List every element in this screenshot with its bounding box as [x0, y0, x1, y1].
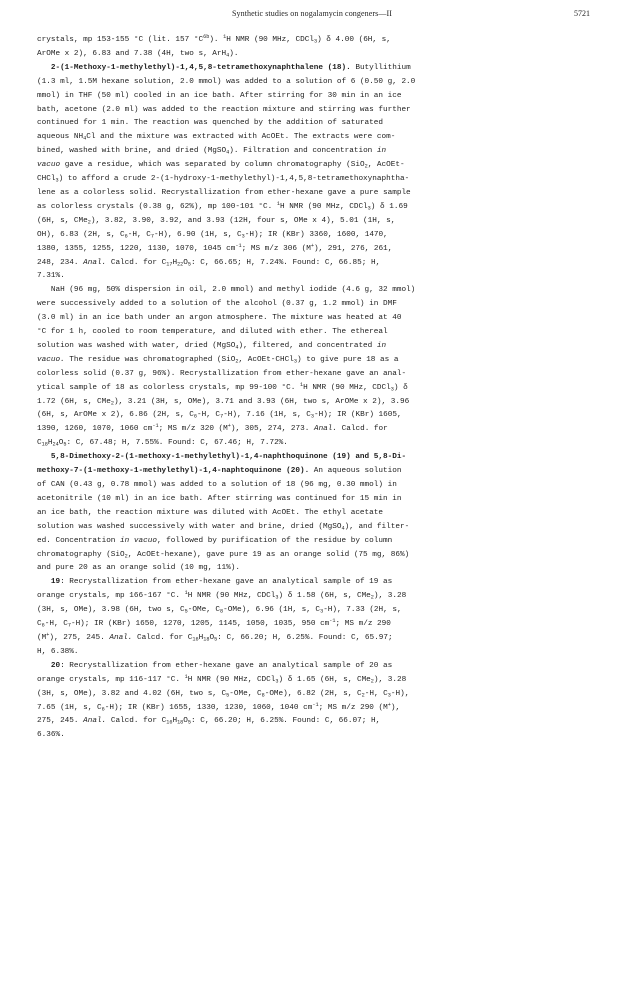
subscript: 2	[110, 400, 114, 407]
text-line	[37, 632, 593, 646]
text-segment: bath, acetone (2.0 ml) was added to the reaction mixture and stirring was further	[37, 105, 411, 114]
text-segment: solution was washed successively with water and brine, dried (MgSO	[37, 522, 342, 531]
text-segment	[37, 662, 51, 670]
superscript: -1	[152, 423, 159, 430]
superscript: -1	[329, 618, 336, 625]
text-segment: -H), 7.16 (1H, s, C	[223, 411, 311, 420]
text-segment: ed. Concentration	[37, 536, 121, 545]
bold-text: 20	[50, 661, 61, 670]
text-line	[37, 702, 593, 716]
text-segment: -OMe, C	[187, 606, 221, 615]
text-segment: 1390, 1260, 1070, 1060 cm	[37, 425, 153, 434]
text-segment: Cl and the mixture was extracted with AcOEt. The extracts were com-	[86, 133, 396, 142]
subscript: 7	[150, 233, 154, 240]
text-segment: (3.0 ml) in an ice bath under an argon atmosphere. The mixture was heated at 40	[37, 314, 402, 323]
text-segment: °C for 1 h, cooled to room temperature, and diluted with ether. The ethereal	[37, 328, 388, 337]
text-segment: ) δ 4.00 (6H, s,	[317, 36, 391, 44]
text-segment: -H, C	[44, 620, 68, 629]
subscript: 2	[361, 692, 365, 699]
text-segment: Butyllithium	[350, 63, 411, 72]
text-segment: : Recrystallization from ether-hexane gave an analytical sample of 19 as	[60, 578, 393, 587]
text-line	[37, 131, 593, 145]
text-line	[37, 646, 593, 660]
text-segment: NaH (96 mg, 50% dispersion in oil, 2.0 mmol) and methyl iodide (4.6 g, 32 mmol)	[37, 286, 416, 295]
text-segment: H NMR (90 MHz, CDCl	[303, 383, 391, 392]
text-line	[37, 535, 593, 549]
bold-text: 5,8-Dimethoxy-2-(1-methoxy-1-methylethyl)-1,4-naphthoquinone (19) and 5,8-Di-	[50, 453, 407, 462]
running-title: Synthetic studies on nogalamycin congeners—II	[231, 9, 393, 18]
text-segment: 1380, 1355, 1255, 1220, 1130, 1070, 1045 cm	[37, 244, 236, 253]
subscript: 3	[241, 233, 245, 240]
text-segment: -OMe, C	[229, 689, 262, 698]
superscript: 1	[276, 200, 281, 207]
subscript: 3	[390, 386, 394, 393]
text-segment: O	[58, 439, 64, 448]
text-segment: Calcd. for	[337, 425, 388, 434]
text-segment: ArOMe x 2), 6.83 and 7.38 (4H, two s, ArH	[37, 49, 227, 58]
text-segment: and pure 20 as an orange solid (10 mg, 11%).	[37, 564, 240, 573]
text-segment: acetonitrile (10 ml) in an ice bath. After stirring was continued for 15 min in	[37, 494, 402, 503]
text-line	[37, 34, 593, 48]
text-line	[37, 423, 593, 437]
subscript: 5	[226, 692, 230, 699]
text-line	[37, 104, 593, 118]
text-segment: : C, 66.20; H, 6.25%. Found: C, 66.07; H,	[191, 717, 381, 726]
subscript: 4	[235, 344, 239, 351]
text-line	[37, 674, 593, 688]
text-line	[37, 284, 593, 298]
text-line	[37, 326, 593, 340]
subscript: 4	[226, 149, 230, 156]
subscript: 2	[370, 594, 374, 601]
text-segment: Calcd. for C	[132, 633, 193, 642]
text-line	[37, 521, 593, 535]
subscript: 4	[83, 135, 87, 142]
subscript: 5	[187, 719, 192, 726]
text-segment: as colorless crystals (0.38 g, 62%), mp 100-101 °C.	[37, 202, 277, 211]
text-line	[37, 62, 593, 76]
subscript: 5	[63, 441, 67, 448]
text-segment: 6.36%.	[37, 731, 65, 740]
text-segment: ), 305, 274, 273.	[230, 425, 314, 434]
text-line	[37, 159, 593, 173]
text-segment: orange crystals, mp 166-167 °C.	[37, 592, 185, 601]
text-segment: 7.31%.	[37, 272, 65, 281]
text-line	[37, 48, 593, 62]
text-segment: H NMR (90 MHz, CDCl	[187, 592, 276, 601]
text-line	[37, 243, 593, 257]
subscript: 6	[41, 622, 45, 629]
text-segment: ; MS m/z 306 (M	[241, 244, 311, 253]
text-line	[37, 354, 593, 368]
bold-text: 19	[50, 578, 61, 587]
text-segment: CHCl	[37, 175, 56, 184]
subscript: 8	[261, 692, 265, 699]
text-segment: An aqueous solution	[309, 467, 402, 476]
text-segment: -H), 6.90 (1H, s, C	[153, 230, 242, 239]
text-segment: bined, washed with brine, and dried (MgSO	[37, 147, 227, 156]
text-segment: Calcd. for C	[106, 258, 167, 267]
subscript: 17	[166, 261, 173, 267]
text-line	[37, 229, 593, 243]
text-segment: O	[209, 633, 215, 642]
text-segment: , followed by purification of the residue by column	[156, 536, 393, 545]
text-line	[37, 465, 593, 479]
text-segment: (M	[37, 633, 47, 642]
text-segment: H	[172, 258, 178, 267]
subscript: 7	[220, 413, 224, 420]
text-segment: 1.72 (6H, s, CMe	[37, 397, 111, 406]
text-line	[37, 618, 593, 632]
subscript: 3	[55, 177, 59, 184]
text-segment: -OMe), 6.96 (1H, s, C	[223, 606, 321, 615]
text-segment: continued for 1 min. The reaction was quenched by the addition of saturated	[37, 119, 383, 128]
text-segment: -H, C	[364, 689, 388, 698]
subscript: 3	[313, 38, 318, 45]
subscript: 3	[387, 692, 391, 699]
superscript: 1	[223, 34, 227, 40]
superscript: -1	[235, 242, 242, 249]
text-segment: O	[183, 258, 188, 267]
subscript: 2	[235, 358, 239, 365]
italic-text: Anal.	[83, 258, 107, 267]
text-segment: (3H, s, OMe), 3.98 (6H, two s, C	[37, 606, 185, 615]
text-segment: ), filtered, and concentrated	[238, 341, 377, 350]
text-segment: H	[198, 633, 204, 642]
text-line	[37, 145, 593, 159]
text-line	[37, 479, 593, 493]
text-segment: H	[47, 439, 53, 448]
subscript: 18	[203, 636, 210, 643]
superscript: +	[227, 423, 231, 430]
subscript: 3	[367, 205, 371, 212]
text-line	[37, 382, 593, 396]
text-segment: an ice bath, the reaction mixture was diluted with AcOEt. The ethyl acetate	[37, 508, 383, 517]
subscript: 6	[193, 413, 197, 420]
text-line	[37, 201, 593, 215]
text-segment: chromatography (SiO	[37, 550, 125, 559]
superscript: -1	[312, 701, 319, 708]
text-segment: ), 275, 245.	[49, 633, 110, 642]
text-segment: of CAN (0.43 g, 0.78 mmol) was added to a solution of 18 (96 mg, 0.30 mmol) in	[37, 481, 397, 489]
subscript: 3	[293, 358, 297, 365]
text-segment: colorless solid (0.37 g, 96%). Recrystallization from ether-hexane gave an anal-	[37, 369, 407, 378]
text-segment: ; MS m/z 290 (M	[318, 703, 388, 712]
subscript: 18	[177, 719, 184, 726]
text-segment	[37, 578, 51, 586]
superscript: +	[46, 631, 50, 638]
superscript: +	[310, 242, 314, 249]
text-line	[37, 437, 593, 451]
text-segment: ytical sample of 18 as colorless crystals, mp 99-100 °C.	[37, 383, 300, 392]
text-line	[37, 298, 593, 312]
text-segment: solution was washed with water, dried (MgSO	[37, 341, 236, 350]
text-line	[37, 312, 593, 326]
text-segment: lene as a colorless solid. Recrystallization from ether-hexane gave a pure sample	[37, 188, 411, 197]
superscript: +	[387, 701, 391, 708]
text-segment: aqueous NH	[37, 133, 84, 142]
subscript: 2	[364, 163, 368, 170]
text-line	[37, 562, 593, 576]
text-segment: O	[183, 717, 188, 726]
text-line	[37, 451, 593, 465]
bold-text: methoxy-7-(1-methoxy-1-methylethyl)-1,4-naphtoquinone (20).	[37, 467, 310, 476]
subscript: 6	[101, 706, 105, 712]
italic-text: vacuo	[37, 161, 61, 170]
text-line	[37, 590, 593, 604]
text-segment: ). Filtration and concentration	[229, 147, 377, 156]
text-segment: H, 6.38%.	[37, 647, 79, 656]
text-segment: ), 3.28	[373, 592, 407, 601]
text-segment: ), 3.28	[373, 675, 407, 684]
text-segment: ) δ 1.69	[370, 202, 408, 211]
text-line	[37, 187, 593, 201]
text-line	[37, 215, 593, 229]
text-segment: ),	[390, 703, 401, 712]
subscript: 16	[166, 719, 173, 726]
text-segment: -H),	[390, 689, 410, 698]
subscript: 8	[220, 608, 224, 615]
text-segment: (6H, s, ArOMe x 2), 6.86 (2H, s, C	[37, 411, 194, 420]
text-segment: : C, 66.20; H, 6.25%. Found: C, 65.97;	[217, 633, 393, 642]
text-segment: ), 3.82, 3.90, 3.92, and 3.93 (12H, four s, OMe x 4), 5.01 (1H, s,	[90, 216, 396, 225]
text-segment: : C, 66.65; H, 7.24%. Found: C, 66.85; H,	[191, 258, 381, 267]
text-segment: -H); IR (KBr) 3360, 1600, 1470,	[244, 230, 388, 239]
text-segment: ).	[209, 36, 224, 44]
text-segment: H NMR (90 MHz, CDCl	[280, 202, 368, 211]
superscript: 6b	[203, 34, 210, 40]
italic-text: Anal.	[83, 717, 107, 726]
text-line	[37, 396, 593, 410]
text-line	[37, 604, 593, 618]
text-line	[37, 368, 593, 382]
text-line	[37, 270, 593, 284]
text-segment: ; MS m/z 320 (M	[158, 425, 228, 434]
text-line	[37, 409, 593, 423]
text-segment: 275, 245.	[37, 717, 84, 726]
subscript: 3	[320, 608, 324, 615]
subscript: 22	[177, 261, 184, 267]
experimental-text	[37, 34, 593, 743]
text-segment: mmol) in THF (50 ml) cooled in an ice bath. After stirring for 30 min in an ice	[37, 91, 402, 100]
text-segment: , AcOEt-CHCl	[238, 355, 294, 364]
text-line	[37, 549, 593, 563]
italic-text: vacuo.	[37, 355, 65, 364]
text-line	[37, 660, 593, 674]
text-line	[37, 76, 593, 90]
italic-text: Anal.	[313, 425, 338, 434]
superscript: 1	[184, 673, 188, 680]
text-line	[37, 688, 593, 702]
text-segment: C	[37, 620, 42, 629]
text-line	[37, 340, 593, 354]
text-segment: gave a residue, which was separated by column chromatography (SiO	[60, 161, 365, 170]
subscript: 18	[41, 441, 48, 448]
text-line	[37, 117, 593, 131]
text-line	[37, 493, 593, 507]
subscript: 4	[341, 525, 345, 532]
subscript: 7	[67, 622, 71, 629]
text-segment: 7.65 (1H, s, C	[37, 703, 102, 712]
subscript: 3	[275, 594, 279, 601]
subscript: 16	[192, 636, 199, 643]
text-segment: Calcd. for C	[106, 717, 167, 726]
text-segment: ), 3.21 (3H, s, OMe), 3.71 and 3.93 (6H, two s, ArOMe x 2), 3.96	[113, 397, 410, 406]
italic-text: in	[376, 341, 387, 350]
subscript: 5	[184, 608, 188, 615]
page-number: 5721	[574, 9, 590, 18]
text-segment: ).	[229, 49, 239, 58]
subscript: 24	[52, 441, 59, 448]
text-line	[37, 729, 593, 743]
text-segment: ; MS m/z 290	[335, 620, 391, 629]
text-segment: 248, 234.	[37, 258, 84, 267]
italic-text: in	[376, 147, 387, 156]
text-segment: : Recrystallization from ether-hexane gave an analytical sample of 20 as	[60, 661, 393, 670]
text-segment: -H); IR (KBr) 1655, 1330, 1230, 1060, 1040 cm	[104, 703, 313, 712]
text-segment	[37, 64, 51, 72]
superscript: 1	[184, 590, 188, 597]
text-segment: ) to give pure 18 as a	[297, 355, 399, 364]
text-line	[37, 507, 593, 521]
text-segment: H NMR (90 MHz, CDCl	[226, 36, 314, 44]
text-segment: OH), 6.83 (2H, s, C	[37, 230, 125, 239]
text-segment: The residue was chromatographed (SiO	[64, 355, 236, 364]
subscript: 5	[187, 261, 192, 267]
text-segment: : C, 67.48; H, 7.55%. Found: C, 67.46; H, 7.72%.	[66, 439, 288, 448]
subscript: 5	[214, 636, 218, 643]
text-segment: (6H, s, CMe	[37, 216, 88, 225]
text-line	[37, 173, 593, 187]
subscript: 6	[124, 233, 128, 240]
italic-text: in vacuo	[120, 536, 157, 545]
text-line	[37, 90, 593, 104]
subscript: 4	[226, 52, 230, 59]
text-segment: C	[37, 439, 42, 448]
text-segment: -H, C	[196, 411, 221, 420]
text-segment: ) δ	[393, 383, 408, 392]
superscript: 1	[299, 381, 304, 388]
subscript: 2	[124, 553, 128, 560]
bold-text: 2-(1-Methoxy-1-methylethyl)-1,4,5,8-tetramethoxynaphthalene (18).	[50, 63, 351, 72]
text-segment: -H); IR (KBr) 1605,	[313, 411, 402, 420]
text-segment: orange crystals, mp 116-117 °C.	[37, 675, 185, 684]
text-segment	[37, 453, 51, 461]
text-segment: ) to afford a crude 2-(1-hydroxy-1-methylethyl)-1,4,5,8-tetramethoxynaphtha-	[58, 175, 410, 184]
text-segment: ), 291, 276, 261,	[313, 244, 393, 253]
text-segment: were successively added to a solution of the alcohol (0.37 g, 1.2 mmol) in DMF	[37, 300, 397, 309]
italic-text: Anal.	[109, 633, 133, 642]
text-segment: ) δ 1.58 (6H, s, CMe	[278, 592, 371, 601]
text-segment: -H); IR (KBr) 1650, 1270, 1205, 1145, 1050, 1035, 950 cm	[70, 620, 330, 629]
text-segment: crystals, mp 153-155 °C (lit. 157 °C	[37, 36, 204, 44]
text-segment: , AcOEt-hexane), gave pure 19 as an orange solid (75 mg, 86%)	[127, 550, 410, 559]
text-segment: -H), 7.33 (2H, s,	[323, 606, 402, 615]
text-segment: -OMe), 6.82 (2H, s, C	[264, 689, 362, 698]
text-line	[37, 257, 593, 271]
text-segment: (3H, s, OMe), 3.82 and 4.02 (6H, two s, C	[37, 689, 227, 698]
subscript: 2	[370, 678, 374, 685]
text-segment: H	[172, 717, 178, 726]
text-line	[37, 576, 593, 590]
text-segment: -H, C	[127, 230, 151, 239]
text-segment: ), and filter-	[344, 522, 410, 531]
text-segment: (1.3 ml, 1.5M hexane solution, 2.0 mmol) was added to a solution of 6 (0.50 g, 2.0	[37, 77, 416, 86]
text-segment: ) δ 1.65 (6H, s, CMe	[278, 675, 371, 684]
subscript: 3	[310, 413, 314, 420]
text-line	[37, 715, 593, 729]
text-segment: H NMR (90 MHz, CDCl	[187, 675, 276, 684]
subscript: 3	[275, 678, 279, 685]
text-segment: , AcOEt-	[367, 161, 405, 170]
subscript: 2	[87, 219, 91, 226]
